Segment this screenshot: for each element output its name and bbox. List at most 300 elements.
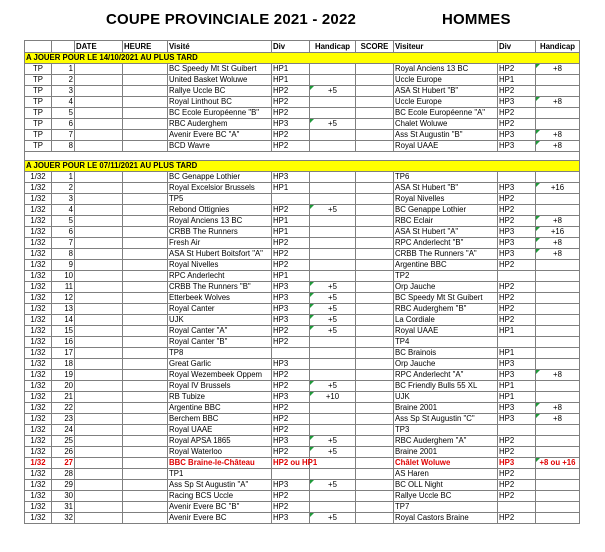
away-handicap-cell: +8 xyxy=(536,64,580,75)
round-cell: 1/32 xyxy=(25,491,52,502)
away-division-cell: HP2 xyxy=(498,315,536,326)
home-handicap-cell xyxy=(310,238,356,249)
score-cell xyxy=(356,425,394,436)
match-row xyxy=(25,304,580,315)
section-heading: A JOUER POUR LE 07/11/2021 AU PLUS TARD xyxy=(25,161,580,172)
round-cell: 1/32 xyxy=(25,238,52,249)
date-cell xyxy=(75,260,123,271)
home-division-cell: HP3 xyxy=(272,315,310,326)
match-row xyxy=(25,447,580,458)
away-division-cell: HP2 xyxy=(498,108,536,119)
home-handicap-cell xyxy=(310,337,356,348)
match-row xyxy=(25,370,580,381)
score-cell xyxy=(356,108,394,119)
match-number-cell: 15 xyxy=(52,326,75,337)
date-cell xyxy=(75,86,123,97)
match-number-cell: 4 xyxy=(52,97,75,108)
match-number-cell: 30 xyxy=(52,491,75,502)
away-handicap-cell xyxy=(536,447,580,458)
away-handicap-cell xyxy=(536,86,580,97)
home-division-cell: HP2 xyxy=(272,491,310,502)
home-handicap-cell: +5 xyxy=(310,326,356,337)
score-cell xyxy=(356,75,394,86)
time-cell xyxy=(123,348,168,359)
time-cell xyxy=(123,403,168,414)
date-cell xyxy=(75,249,123,260)
round-cell: 1/32 xyxy=(25,216,52,227)
home-team-cell: Royal Linthout BC xyxy=(168,97,272,108)
home-team-cell: RPC Anderlecht xyxy=(168,271,272,282)
date-cell xyxy=(75,513,123,524)
home-handicap-cell: +5 xyxy=(310,304,356,315)
score-cell xyxy=(356,141,394,152)
home-handicap-cell: +5 xyxy=(310,381,356,392)
away-handicap-cell xyxy=(536,75,580,86)
match-row xyxy=(25,326,580,337)
away-division-cell: HP2 xyxy=(498,469,536,480)
home-handicap-cell xyxy=(310,425,356,436)
round-cell: 1/32 xyxy=(25,370,52,381)
home-team-cell: ASA St Hubert Boitsfort "A" xyxy=(168,249,272,260)
home-division-cell: HP2 xyxy=(272,141,310,152)
away-division-cell: HP2 xyxy=(498,513,536,524)
score-cell xyxy=(356,469,394,480)
away-team-cell: Royal Nivelles xyxy=(394,194,498,205)
home-division-cell: HP2 xyxy=(272,260,310,271)
away-handicap-cell: +16 xyxy=(536,183,580,194)
home-handicap-cell xyxy=(310,414,356,425)
away-handicap-cell xyxy=(536,260,580,271)
time-cell xyxy=(123,249,168,260)
round-cell: 1/32 xyxy=(25,502,52,513)
date-cell xyxy=(75,194,123,205)
section-heading-row xyxy=(25,161,580,172)
away-handicap-cell xyxy=(536,293,580,304)
match-row xyxy=(25,348,580,359)
home-division-cell: HP2 xyxy=(272,326,310,337)
round-cell: 1/32 xyxy=(25,469,52,480)
home-division-cell: HP2 xyxy=(272,403,310,414)
home-handicap-cell: +10 xyxy=(310,392,356,403)
away-division-cell: HP3 xyxy=(498,183,536,194)
away-division-cell: HP3 xyxy=(498,130,536,141)
away-handicap-cell xyxy=(536,381,580,392)
match-number-cell: 10 xyxy=(52,271,75,282)
time-cell xyxy=(123,75,168,86)
match-number-cell: 14 xyxy=(52,315,75,326)
home-team-cell: Royal Canter "A" xyxy=(168,326,272,337)
away-handicap-cell: +8 xyxy=(536,414,580,425)
match-number-cell: 31 xyxy=(52,502,75,513)
away-team-cell: BC Brainois xyxy=(394,348,498,359)
home-team-cell: Royal Excelsior Brussels xyxy=(168,183,272,194)
home-division-cell: HP2 xyxy=(272,238,310,249)
time-cell xyxy=(123,86,168,97)
match-number-cell: 12 xyxy=(52,293,75,304)
score-cell xyxy=(356,304,394,315)
away-team-cell: TP4 xyxy=(394,337,498,348)
round-cell: TP xyxy=(25,86,52,97)
home-team-cell: CRBB The Runners "B" xyxy=(168,282,272,293)
home-division-cell xyxy=(272,194,310,205)
away-team-cell: ASA St Hubert "A" xyxy=(394,227,498,238)
match-row xyxy=(25,293,580,304)
date-cell xyxy=(75,130,123,141)
away-division-cell: HP3 xyxy=(498,227,536,238)
home-division-cell: HP2 xyxy=(272,414,310,425)
match-number-cell: 11 xyxy=(52,282,75,293)
round-cell: 1/32 xyxy=(25,326,52,337)
home-division-cell: HP2 xyxy=(272,130,310,141)
match-number-cell: 8 xyxy=(52,141,75,152)
match-row xyxy=(25,414,580,425)
home-handicap-cell xyxy=(310,141,356,152)
away-handicap-cell xyxy=(536,436,580,447)
time-cell xyxy=(123,216,168,227)
match-number-cell: 23 xyxy=(52,414,75,425)
home-team-cell: Berchem BBC xyxy=(168,414,272,425)
home-team-cell: Royal APSA 1865 xyxy=(168,436,272,447)
header-row xyxy=(25,41,580,53)
round-cell: TP xyxy=(25,119,52,130)
score-cell xyxy=(356,414,394,425)
score-cell xyxy=(356,447,394,458)
match-number-cell: 1 xyxy=(52,64,75,75)
home-handicap-cell xyxy=(310,458,356,469)
away-handicap-cell: +16 xyxy=(536,227,580,238)
home-handicap-cell xyxy=(310,348,356,359)
date-cell xyxy=(75,326,123,337)
away-team-cell: RBC Auderghem "A" xyxy=(394,436,498,447)
match-number-cell: 8 xyxy=(52,249,75,260)
score-cell xyxy=(356,249,394,260)
away-division-cell xyxy=(498,425,536,436)
date-cell xyxy=(75,392,123,403)
date-cell xyxy=(75,414,123,425)
col-away-div-header: Div xyxy=(498,41,536,53)
date-cell xyxy=(75,480,123,491)
away-division-cell xyxy=(498,172,536,183)
match-row xyxy=(25,502,580,513)
away-division-cell: HP1 xyxy=(498,348,536,359)
home-division-cell: HP2 xyxy=(272,502,310,513)
away-team-cell: TP2 xyxy=(394,271,498,282)
home-handicap-cell: +5 xyxy=(310,447,356,458)
match-number-cell: 20 xyxy=(52,381,75,392)
date-cell xyxy=(75,282,123,293)
match-row xyxy=(25,381,580,392)
date-cell xyxy=(75,271,123,282)
category-title: HOMMES xyxy=(442,11,511,28)
match-number-cell: 6 xyxy=(52,227,75,238)
away-handicap-cell: +8 xyxy=(536,97,580,108)
date-cell xyxy=(75,205,123,216)
score-cell xyxy=(356,458,394,469)
away-team-cell: Braine 2001 xyxy=(394,403,498,414)
away-team-cell: Argentine BBC xyxy=(394,260,498,271)
time-cell xyxy=(123,381,168,392)
match-number-cell: 29 xyxy=(52,480,75,491)
home-team-cell: Racing BCS Uccle xyxy=(168,491,272,502)
match-number-cell: 27 xyxy=(52,458,75,469)
home-handicap-cell: +5 xyxy=(310,480,356,491)
away-team-cell: RPC Anderlecht "B" xyxy=(394,238,498,249)
round-cell: 1/32 xyxy=(25,359,52,370)
match-row xyxy=(25,392,580,403)
match-number-cell: 16 xyxy=(52,337,75,348)
match-number-cell: 32 xyxy=(52,513,75,524)
away-division-cell: HP2 xyxy=(498,119,536,130)
score-cell xyxy=(356,502,394,513)
home-handicap-cell: +5 xyxy=(310,282,356,293)
time-cell xyxy=(123,447,168,458)
score-cell xyxy=(356,359,394,370)
score-cell xyxy=(356,64,394,75)
round-cell: 1/32 xyxy=(25,227,52,238)
away-division-cell: HP1 xyxy=(498,381,536,392)
round-cell: 1/32 xyxy=(25,392,52,403)
score-cell xyxy=(356,86,394,97)
away-division-cell: HP3 xyxy=(498,458,536,469)
round-cell: TP xyxy=(25,141,52,152)
away-team-cell: BC Friendly Bulls 55 XL xyxy=(394,381,498,392)
away-team-cell: Royal Castors Braine xyxy=(394,513,498,524)
match-number-cell: 19 xyxy=(52,370,75,381)
home-division-cell: HP1 xyxy=(272,75,310,86)
date-cell xyxy=(75,108,123,119)
away-team-cell: La Cordiale xyxy=(394,315,498,326)
match-row xyxy=(25,205,580,216)
score-cell xyxy=(356,205,394,216)
round-cell: 1/32 xyxy=(25,381,52,392)
away-division-cell: HP3 xyxy=(498,97,536,108)
time-cell xyxy=(123,304,168,315)
round-cell: 1/32 xyxy=(25,172,52,183)
home-division-cell: HP3 xyxy=(272,513,310,524)
away-team-cell: CRBB The Runners "A" xyxy=(394,249,498,260)
away-handicap-cell xyxy=(536,194,580,205)
home-division-cell: HP2 xyxy=(272,337,310,348)
score-cell xyxy=(356,403,394,414)
home-handicap-cell xyxy=(310,130,356,141)
match-number-cell: 18 xyxy=(52,359,75,370)
round-cell: 1/32 xyxy=(25,403,52,414)
round-cell: 1/32 xyxy=(25,337,52,348)
match-number-cell: 2 xyxy=(52,75,75,86)
time-cell xyxy=(123,183,168,194)
home-division-cell: HP2 ou HP1 xyxy=(273,458,318,467)
home-handicap-cell xyxy=(310,491,356,502)
round-cell: 1/32 xyxy=(25,315,52,326)
date-cell xyxy=(75,469,123,480)
col-date-header: DATE xyxy=(75,41,123,53)
col-home-div-header: Div xyxy=(272,41,310,53)
match-row xyxy=(25,271,580,282)
away-handicap-cell xyxy=(536,119,580,130)
away-team-cell: Ass Sp St Augustin "C" xyxy=(394,414,498,425)
home-division-cell: HP1 xyxy=(272,183,310,194)
date-cell xyxy=(75,436,123,447)
round-cell: 1/32 xyxy=(25,304,52,315)
date-cell xyxy=(75,425,123,436)
away-handicap-cell: +8 xyxy=(536,238,580,249)
home-handicap-cell xyxy=(310,403,356,414)
away-handicap-cell: +8 xyxy=(536,216,580,227)
home-division-cell xyxy=(272,348,310,359)
time-cell xyxy=(123,425,168,436)
home-handicap-cell: +5 xyxy=(310,513,356,524)
match-number-cell: 24 xyxy=(52,425,75,436)
score-cell xyxy=(356,97,394,108)
away-handicap-cell xyxy=(536,480,580,491)
home-division-cell: HP1 xyxy=(272,64,310,75)
away-team-cell: Rallye Uccle BC xyxy=(394,491,498,502)
date-cell xyxy=(75,447,123,458)
home-team-cell: Royal Waterloo xyxy=(168,447,272,458)
home-team-cell: TP1 xyxy=(168,469,272,480)
away-handicap-cell xyxy=(536,271,580,282)
round-cell: 1/32 xyxy=(25,447,52,458)
time-cell xyxy=(123,97,168,108)
away-team-cell: Ass St Augustin "B" xyxy=(394,130,498,141)
time-cell xyxy=(123,436,168,447)
home-division-cell: HP3 xyxy=(272,480,310,491)
home-team-cell: Royal Nivelles xyxy=(168,260,272,271)
col-number-header xyxy=(52,41,75,53)
away-handicap-cell: +8 xyxy=(536,370,580,381)
home-team-cell: BC Ecole Européenne "B" xyxy=(168,108,272,119)
away-handicap-cell xyxy=(536,304,580,315)
round-cell: 1/32 xyxy=(25,205,52,216)
time-cell xyxy=(123,64,168,75)
home-team-cell: Royal Anciens 13 BC xyxy=(168,216,272,227)
score-cell xyxy=(356,315,394,326)
home-division-cell: HP3 xyxy=(272,392,310,403)
time-cell xyxy=(123,238,168,249)
round-cell: 1/32 xyxy=(25,425,52,436)
score-cell xyxy=(356,436,394,447)
match-row xyxy=(25,249,580,260)
col-away-header: Visiteur xyxy=(394,41,498,53)
home-handicap-cell xyxy=(310,271,356,282)
match-row xyxy=(25,315,580,326)
away-handicap-cell: +8 xyxy=(536,403,580,414)
match-row xyxy=(25,119,580,130)
home-division-cell: HP1 xyxy=(272,216,310,227)
home-handicap-cell xyxy=(310,249,356,260)
score-cell xyxy=(356,183,394,194)
round-cell: 1/32 xyxy=(25,249,52,260)
match-number-cell: 7 xyxy=(52,238,75,249)
away-division-cell: HP2 xyxy=(498,293,536,304)
time-cell xyxy=(123,260,168,271)
match-number-cell: 9 xyxy=(52,260,75,271)
home-division-cell: HP3 xyxy=(272,436,310,447)
time-cell xyxy=(123,337,168,348)
home-handicap-cell xyxy=(310,502,356,513)
match-row xyxy=(25,194,580,205)
section-heading: A JOUER POUR LE 14/10/2021 AU PLUS TARD xyxy=(25,53,580,64)
home-handicap-cell: +5 xyxy=(310,119,356,130)
away-division-cell: HP1 xyxy=(498,326,536,337)
date-cell xyxy=(75,216,123,227)
match-row xyxy=(25,172,580,183)
away-team-cell: ASA St Hubert "B" xyxy=(394,183,498,194)
match-number-cell: 13 xyxy=(52,304,75,315)
spacer-cell xyxy=(25,152,580,161)
date-cell xyxy=(75,64,123,75)
date-cell xyxy=(75,183,123,194)
match-number-cell: 3 xyxy=(52,194,75,205)
match-row xyxy=(25,183,580,194)
time-cell xyxy=(123,119,168,130)
away-division-cell xyxy=(498,271,536,282)
home-division-cell: HP2 xyxy=(272,249,310,260)
home-handicap-cell: +5 xyxy=(310,205,356,216)
away-handicap-cell xyxy=(536,337,580,348)
home-division-cell xyxy=(272,469,310,480)
home-division-cell: HP3 xyxy=(272,293,310,304)
home-division-cell: HP3 xyxy=(272,282,310,293)
date-cell xyxy=(75,381,123,392)
away-division-cell: HP2 xyxy=(498,304,536,315)
home-team-cell: Royal UAAE xyxy=(168,425,272,436)
match-number-cell: 25 xyxy=(52,436,75,447)
match-number-cell: 5 xyxy=(52,108,75,119)
away-team-cell: Chalet Woluwe xyxy=(394,119,498,130)
score-cell xyxy=(356,282,394,293)
away-team-cell: Châlet Woluwe xyxy=(394,458,498,469)
page-title: COUPE PROVINCIALE 2021 - 2022 xyxy=(106,11,357,28)
away-team-cell: UJK xyxy=(394,392,498,403)
match-number-cell: 5 xyxy=(52,216,75,227)
away-team-cell: RPC Anderlecht "A" xyxy=(394,370,498,381)
match-row xyxy=(25,216,580,227)
home-team-cell: TP8 xyxy=(168,348,272,359)
time-cell xyxy=(123,205,168,216)
away-handicap-cell xyxy=(536,469,580,480)
match-row xyxy=(25,469,580,480)
away-team-cell: Orp Jauche xyxy=(394,282,498,293)
score-cell xyxy=(356,381,394,392)
match-row xyxy=(25,491,580,502)
time-cell xyxy=(123,172,168,183)
away-division-cell: HP2 xyxy=(498,282,536,293)
match-number-cell: 1 xyxy=(52,172,75,183)
match-row xyxy=(25,238,580,249)
home-handicap-cell xyxy=(310,227,356,238)
away-division-cell: HP2 xyxy=(498,480,536,491)
home-team-cell: UJK xyxy=(168,315,272,326)
time-cell xyxy=(123,194,168,205)
col-score-header: SCORE xyxy=(356,41,394,53)
spacer-row xyxy=(25,152,580,161)
home-team-cell: RBC Auderghem xyxy=(168,119,272,130)
home-handicap-cell xyxy=(310,370,356,381)
match-number-cell: 7 xyxy=(52,130,75,141)
away-division-cell: HP3 xyxy=(498,238,536,249)
home-team-cell: Ass Sp St Augustin "A" xyxy=(168,480,272,491)
score-cell xyxy=(356,293,394,304)
home-handicap-cell xyxy=(310,183,356,194)
time-cell xyxy=(123,227,168,238)
away-division-cell: HP3 xyxy=(498,359,536,370)
home-team-cell: BCD Wavre xyxy=(168,141,272,152)
away-team-cell: TP3 xyxy=(394,425,498,436)
away-team-cell: Orp Jauche xyxy=(394,359,498,370)
away-division-cell: HP2 xyxy=(498,205,536,216)
away-division-cell: HP3 xyxy=(498,141,536,152)
